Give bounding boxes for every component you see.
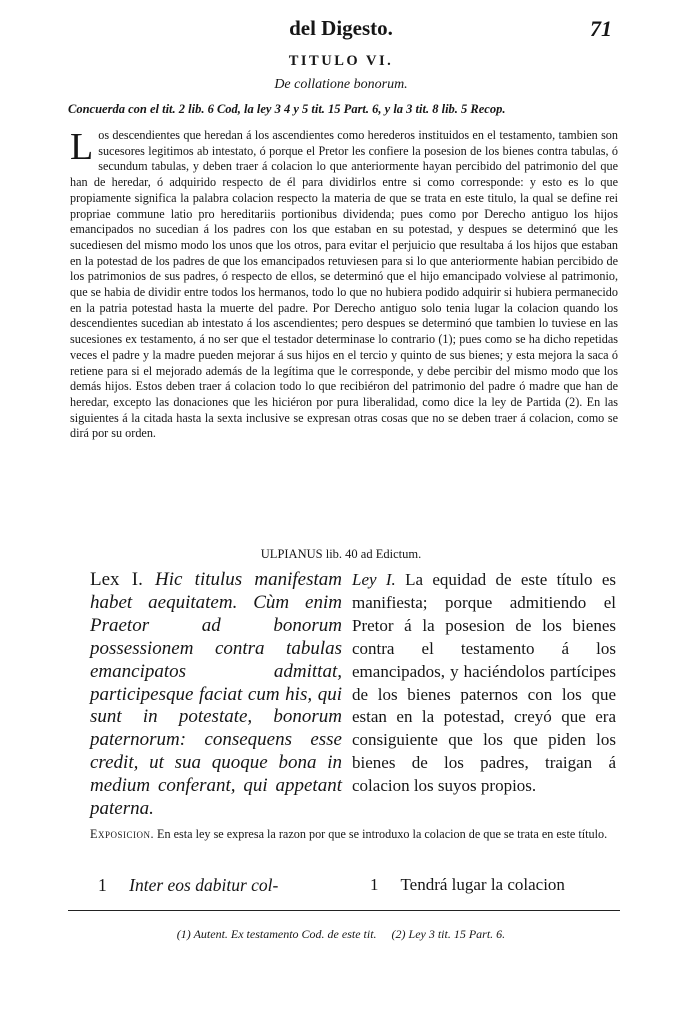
law-spanish-lead: Ley I.: [352, 570, 396, 589]
next-spanish-text: Tendrá lugar la colacion: [400, 875, 565, 894]
exposicion-paragraph: [90, 826, 618, 842]
title-subtitle: De collatione bonorum.: [274, 77, 408, 92]
law-spanish-column: [352, 569, 616, 798]
footnote-divider: [68, 910, 620, 911]
footnotes: [0, 927, 682, 942]
next-law-latin: [98, 875, 338, 896]
exposicion-text: En esta ley se expresa la razon por que se introduxo la colacion de que se trata en este título.: [157, 827, 608, 841]
running-title: del Digesto.: [289, 16, 393, 40]
next-latin-text: Inter eos dabitur col-: [129, 875, 279, 895]
source-attribution: ULPIANUS lib. 40 ad Edictum.: [260, 547, 422, 561]
footnote-2: (2) Ley 3 tit. 15 Part. 6.: [391, 927, 506, 941]
law-latin-lead: Lex I.: [90, 569, 143, 590]
next-spanish-number: 1: [370, 875, 379, 894]
next-law-spanish: [370, 875, 620, 895]
intro-paragraph: [70, 128, 618, 442]
running-head: [0, 16, 682, 46]
next-latin-number: 1: [98, 875, 107, 895]
law-latin-column: [90, 569, 342, 821]
exposicion-label: Exposicion.: [90, 827, 154, 841]
intro-text: os descendientes que heredan á los ascendientes como herederos instituidos en el testamento, tambien son sucesores legitimos ab intestato, ó porque el Pretor les confiere la posesion de los bienes contra tabulas, ó secundum tabulas, y deben traer á colacion lo que anteriormente hayan percibido del patrimonio del que han de heredar, ó adquirido respecto de él para dividirlos entre si como corresponde: y esto es lo que propiamente significa la palabra colacion respecto la materia de que se trata en este titulo, la qual se define rei propriae commune latio pro hereditariis portionibus dividenda; pues como por Derecho antiguo los hijos emancipados no sucedian á los padres con los que estaban en su potestad, y despues se determinó que les sucediesen del mismo modo los unos que los otros, para evitar el perjuicio que resultaba á los hijos que estaban en la potestad de los padres de que los emancipados retuviesen para si lo que anteriormente habian percibido de los patrimonios de sus padres, ó respecto de ellos, se determinó que el hijo emancipado volviese al patrimonio, que se habia de dividir entre todos los hermanos, todo lo que no hubiera podido adquirir si hubiera permanecido en la patria potestad hasta la muerte del padre. Por Derecho antiguo solo tenia lugar la colacion quando los descendientes sucedian ab intestato á los ascendientes; pero despues se determinó que tambien lo tuviese en las sucesiones ex testamento, á no ser que el testador determinase lo contrario (1); pues como se ha dicho repetidas veces el padre y la madre pueden mejorar á sus hijos en el tercio y quinto de sus bienes; y esta mejora la saca ó retiene para si el mejorado además de la legítima que le corresponde, y debe percibir del mismo modo que los demás hijos. Estos deben traer á colacion todo lo que recibiéron del patrimonio del padre ó madre que han de heredar, excepto las donaciones que les hiciéron por pura liberalidad, como dice la ley de Partida (2). En las siguientes á la citada hasta la sexta inclusive se expresan otras cosas que no se deben traer á colacion, como se dirá por su orden.: [70, 128, 618, 441]
concordance-line: Concuerda con el tit. 2 lib. 6 Cod, la ley 3 4 y 5 tit. 15 Part. 6, y la 3 tit. 8 lib. 5 Recop.: [68, 102, 506, 116]
law-latin-text: Hic titulus manifestam habet aequitatem. Cùm enim Praetor ad bonorum possessionem contra tabulas emancipatos admittat, participesque faciat cum his, qui sunt in potestate, bonorum paternorum: consequens esse credit, ut sua quoque bona in medium conferant, qui appetant paterna.: [90, 569, 342, 820]
title-heading: TITULO VI.: [288, 53, 394, 69]
page-number: 71: [590, 16, 612, 41]
law-spanish-text: La equidad de este título es manifiesta; porque admitiendo el Pretor á la posesion de los bienes contra el testamento á los emancipados, y haciéndolos partícipes de los bienes paternos con los que estan en la potestad, creyó que era consiguiente que los que piden los bienes de los padres, traigan á colacion los suyos propios.: [352, 570, 616, 796]
drop-cap: L: [70, 126, 94, 168]
footnote-1: (1) Autent. Ex testamento Cod. de este tit.: [176, 927, 377, 941]
